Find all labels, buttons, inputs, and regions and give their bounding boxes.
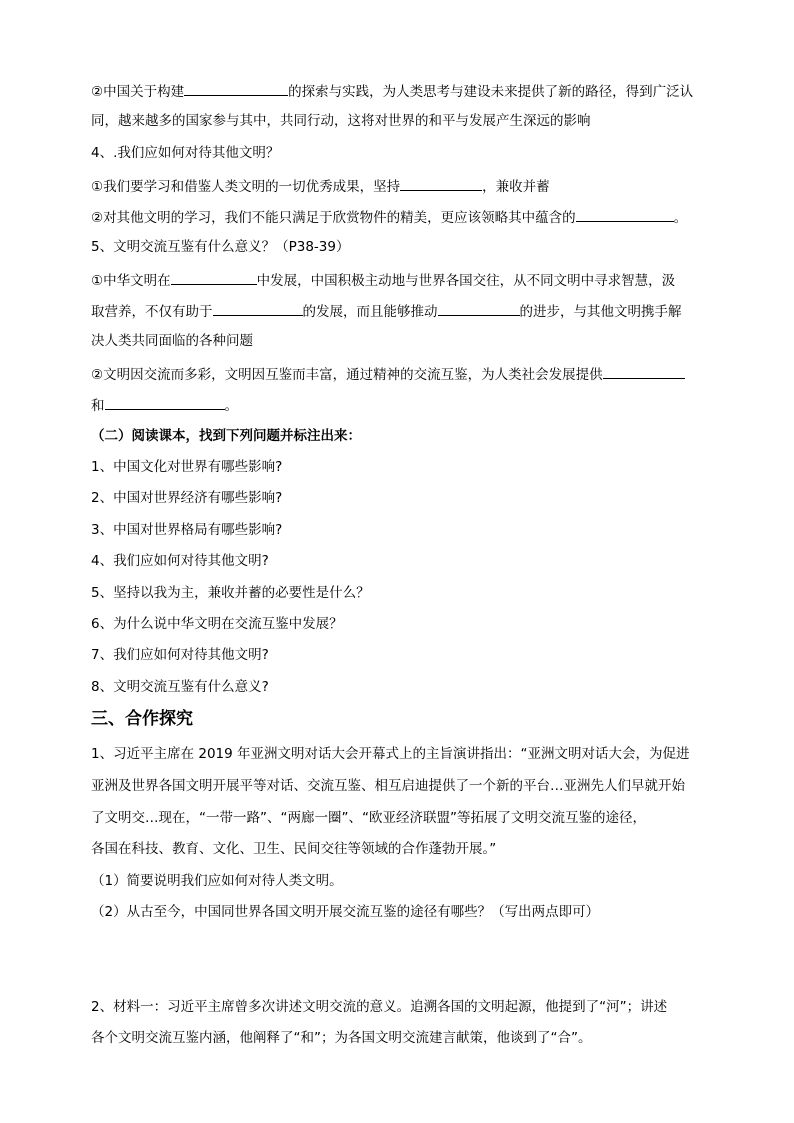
question-item: 2、中国对世界经济有哪些影响? (91, 490, 283, 506)
paragraph-line: 了文明交…现在，“一带一路”、“两廊一圈”、“欧亚经济联盟”等拓展了文明交流互鉴的途径， (91, 810, 646, 826)
text-line (91, 301, 682, 321)
section-heading: 三、合作探究 (91, 709, 193, 729)
line-text: 的发展，而且能够推动 (302, 304, 438, 320)
fill-blank[interactable] (576, 207, 674, 222)
fill-blank[interactable] (603, 364, 685, 379)
question-item: 1、中国文化对世界有哪些影响? (91, 459, 283, 475)
fill-blank[interactable] (105, 395, 225, 410)
line-text: ①中华文明在 (91, 273, 171, 289)
line-text: 中发展，中国积极主动地与世界各国交往，从不同文明中寻求智慧，汲 (256, 273, 676, 289)
line-text: 。 (673, 210, 688, 226)
fill-blank[interactable] (171, 270, 257, 285)
text-line: 决人类共同面临的各种问题 (91, 333, 253, 349)
line-text: 和 (91, 398, 105, 414)
line-text: ①我们要学习和借鉴人类文明的一切优秀成果，坚持 (91, 179, 401, 195)
sub-question: （1）简要说明我们应如何对待人类文明。 (91, 873, 343, 889)
paragraph-line: 亚洲及世界各国文明开展平等对话、交流互鉴、相互启迪提供了一个新的平台…亚洲先人们早就开始 (91, 778, 685, 794)
text-line: 同，越来越多的国家参与其中，共同行动，这将对世界的和平与发展产生深远的影响 (91, 113, 591, 129)
fill-blank[interactable] (400, 176, 482, 191)
text-line (91, 270, 675, 290)
question-item: 8、文明交流互鉴有什么意义? (91, 679, 269, 695)
paragraph-line: 各个文明交流互鉴内涵，他阐释了“和”；为各国文明交流建言献策，他谈到了“合”。 (91, 1030, 592, 1046)
question-item: 3、中国对世界格局有哪些影响? (91, 522, 283, 538)
section-subheading: （二）阅读课本，找到下列问题并标注出来： (91, 428, 361, 444)
line-text: 的进步，与其他文明携手解 (519, 304, 682, 320)
paragraph-line: 各国在科技、教育、文化、卫生、民间交往等领域的合作蓬勃开展。” (91, 841, 497, 857)
text-line (91, 395, 238, 415)
line-text: 的探索与实践，为人类思考与建设未来提供了新的路径，得到广泛认 (288, 84, 694, 100)
question-item: 7、我们应如何对待其他文明? (91, 647, 269, 663)
question-heading: 5、文明交流互鉴有什么意义？（P38-39） (91, 239, 350, 255)
fill-blank[interactable] (438, 301, 520, 316)
paragraph-line: 1、习近平主席在 2019 年亚洲文明对话大会开幕式上的主旨演讲指出：“亚洲文明对话大会，为促进 (91, 746, 690, 762)
question-item: 5、坚持以我为主，兼收并蓄的必要性是什么？ (91, 585, 370, 601)
line-text: ②中国关于构建 (91, 84, 185, 100)
text-line (91, 176, 550, 196)
line-text: ②对其他文明的学习，我们不能只满足于欣赏物件的精美，更应该领略其中蕴含的 (91, 210, 576, 226)
fill-blank[interactable] (184, 81, 288, 96)
line-text: 取营养，不仅有助于 (91, 304, 213, 320)
line-text: ②文明因交流而多彩，文明因互鉴而丰富，通过精神的交流互鉴，为人类社会发展提供 (91, 367, 603, 383)
question-heading: 4、.我们应如何对待其他文明？ (91, 145, 280, 161)
line-text: ，兼收并蓄 (482, 179, 550, 195)
paragraph-line: 2、材料一：习近平主席曾多次讲述文明交流的意义。追溯各国的文明起源，他提到了“河”；讲述 (91, 999, 668, 1015)
line-text: 。 (224, 398, 238, 414)
text-line (91, 364, 685, 384)
sub-question: （2）从古至今，中国同世界各国文明开展交流互鉴的途径有哪些？（写出两点即可） (91, 904, 600, 920)
text-line (91, 81, 693, 101)
text-line (91, 207, 687, 227)
question-item: 6、为什么说中华文明在交流互鉴中发展？ (91, 616, 343, 632)
question-item: 4、我们应如何对待其他文明? (91, 553, 269, 569)
fill-blank[interactable] (213, 301, 303, 316)
